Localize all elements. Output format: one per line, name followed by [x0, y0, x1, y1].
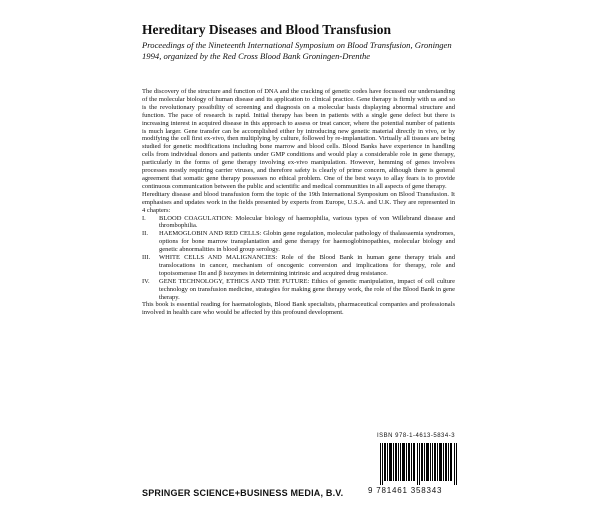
chapter-text: BLOOD COAGULATION: Molecular biology of haemophilia, various types of von Willebrand disease and thrombophilia.: [159, 214, 455, 230]
chapter-text: HAEMOGLOBIN AND RED CELLS: Globin gene regulation, molecular pathology of thalassaemia syndromes, options for bone marrow transplantation and gene therapy for haemoglobinopathies, molecular biology and genetic abnormalities in blood group serology.: [159, 230, 455, 254]
publisher-name: SPRINGER SCIENCE+BUSINESS MEDIA, B.V.: [142, 488, 344, 498]
chapter-text: WHITE CELLS AND MALIGNANCIES: Role of the Blood Bank in human gene therapy trials and translocations in cancer, mechanism of oncogenic conversion and implications for therapy, role and topoisomerase IIα and β isozymes in determining intrinsic and acquired drug resistance.: [159, 254, 455, 277]
chapter-number: II.: [142, 230, 148, 238]
paragraph-audience: This book is essential reading for haematologists, Blood Bank specialists, pharmaceutical companies and professionals involved in health care who would be affected by this profound development.: [142, 301, 455, 317]
chapter-item: [142, 215, 455, 231]
paragraph-intro: The discovery of the structure and function of DNA and the cracking of genetic codes have focussed our understanding of the molecular biology of human disease and its application to clinical practice. Gene therapy is firmly with us and so is the revolutionary possibility of screening and diagnosis on a molecular basis displaying abnormal structure and function. The pace of research is rapid. Initial therapy has been in patients with a single gene defect but there is increasing interest in acquired disease in this approach to assess or treat cancer, where the potential number of patients is much larger. Gene transfer can be accomplished either by introducing new genetic material directly in vivo, or by modifying the cell first ex-vivo, then multiplying by culture, followed by re-implantation. Virtually all tissues are being studied for genetic modifications including bone marrow and blood cells. Blood Banks have experience in handling cells from individual donors and patients under GMP conditions and would play a considerable role in gene therapy, particularly in the forms of gene therapy involving ex-vivo manipulation. However, hemming of genes involves processes mostly requiring carrier viruses, and therefore safety is clearly of prime concern, although there is general agreement that somatic gene therapy possesses no ethical problem. One of the best ways to allay fears is to provide continuous communication between the public and scientific and medical communities in all aspects of gene therapy.: [142, 88, 455, 190]
chapter-item: [142, 254, 455, 278]
book-subtitle: Proceedings of the Nineteenth International Symposium on Blood Transfusion, Groningen 1994, organized by the Red Cross Blood Bank Groningen-Drenthe: [142, 40, 452, 61]
barcode-image: [380, 443, 458, 485]
description-body: [142, 88, 455, 317]
chapter-number: III.: [142, 254, 151, 262]
book-title: Hereditary Diseases and Blood Transfusion: [142, 22, 392, 37]
chapter-list: [142, 215, 455, 302]
barcode-digits: 9 781461 358343: [368, 486, 443, 495]
isbn-label: ISBN 978-1-4613-5834-3: [377, 433, 456, 439]
chapter-number: IV.: [142, 277, 150, 285]
chapter-number: I.: [142, 214, 146, 222]
paragraph-symposium: Hereditary disease and blood transfusion form the topic of the 19th International Symposium on Blood Transfusion. It emphasises and updates work in the fields presented by experts from Europe, U.S.A. and U.K. They are represented in 4 chapters:: [142, 190, 455, 214]
chapter-text: GENE TECHNOLOGY, ETHICS AND THE FUTURE: Ethics of genetic manipulation, impact of cell culture technology on transfusion medicine, strategies for making gene therapy work, the role of the Blood Bank in gene therapy.: [159, 277, 455, 301]
chapter-item: [142, 230, 455, 254]
chapter-item: [142, 278, 455, 302]
